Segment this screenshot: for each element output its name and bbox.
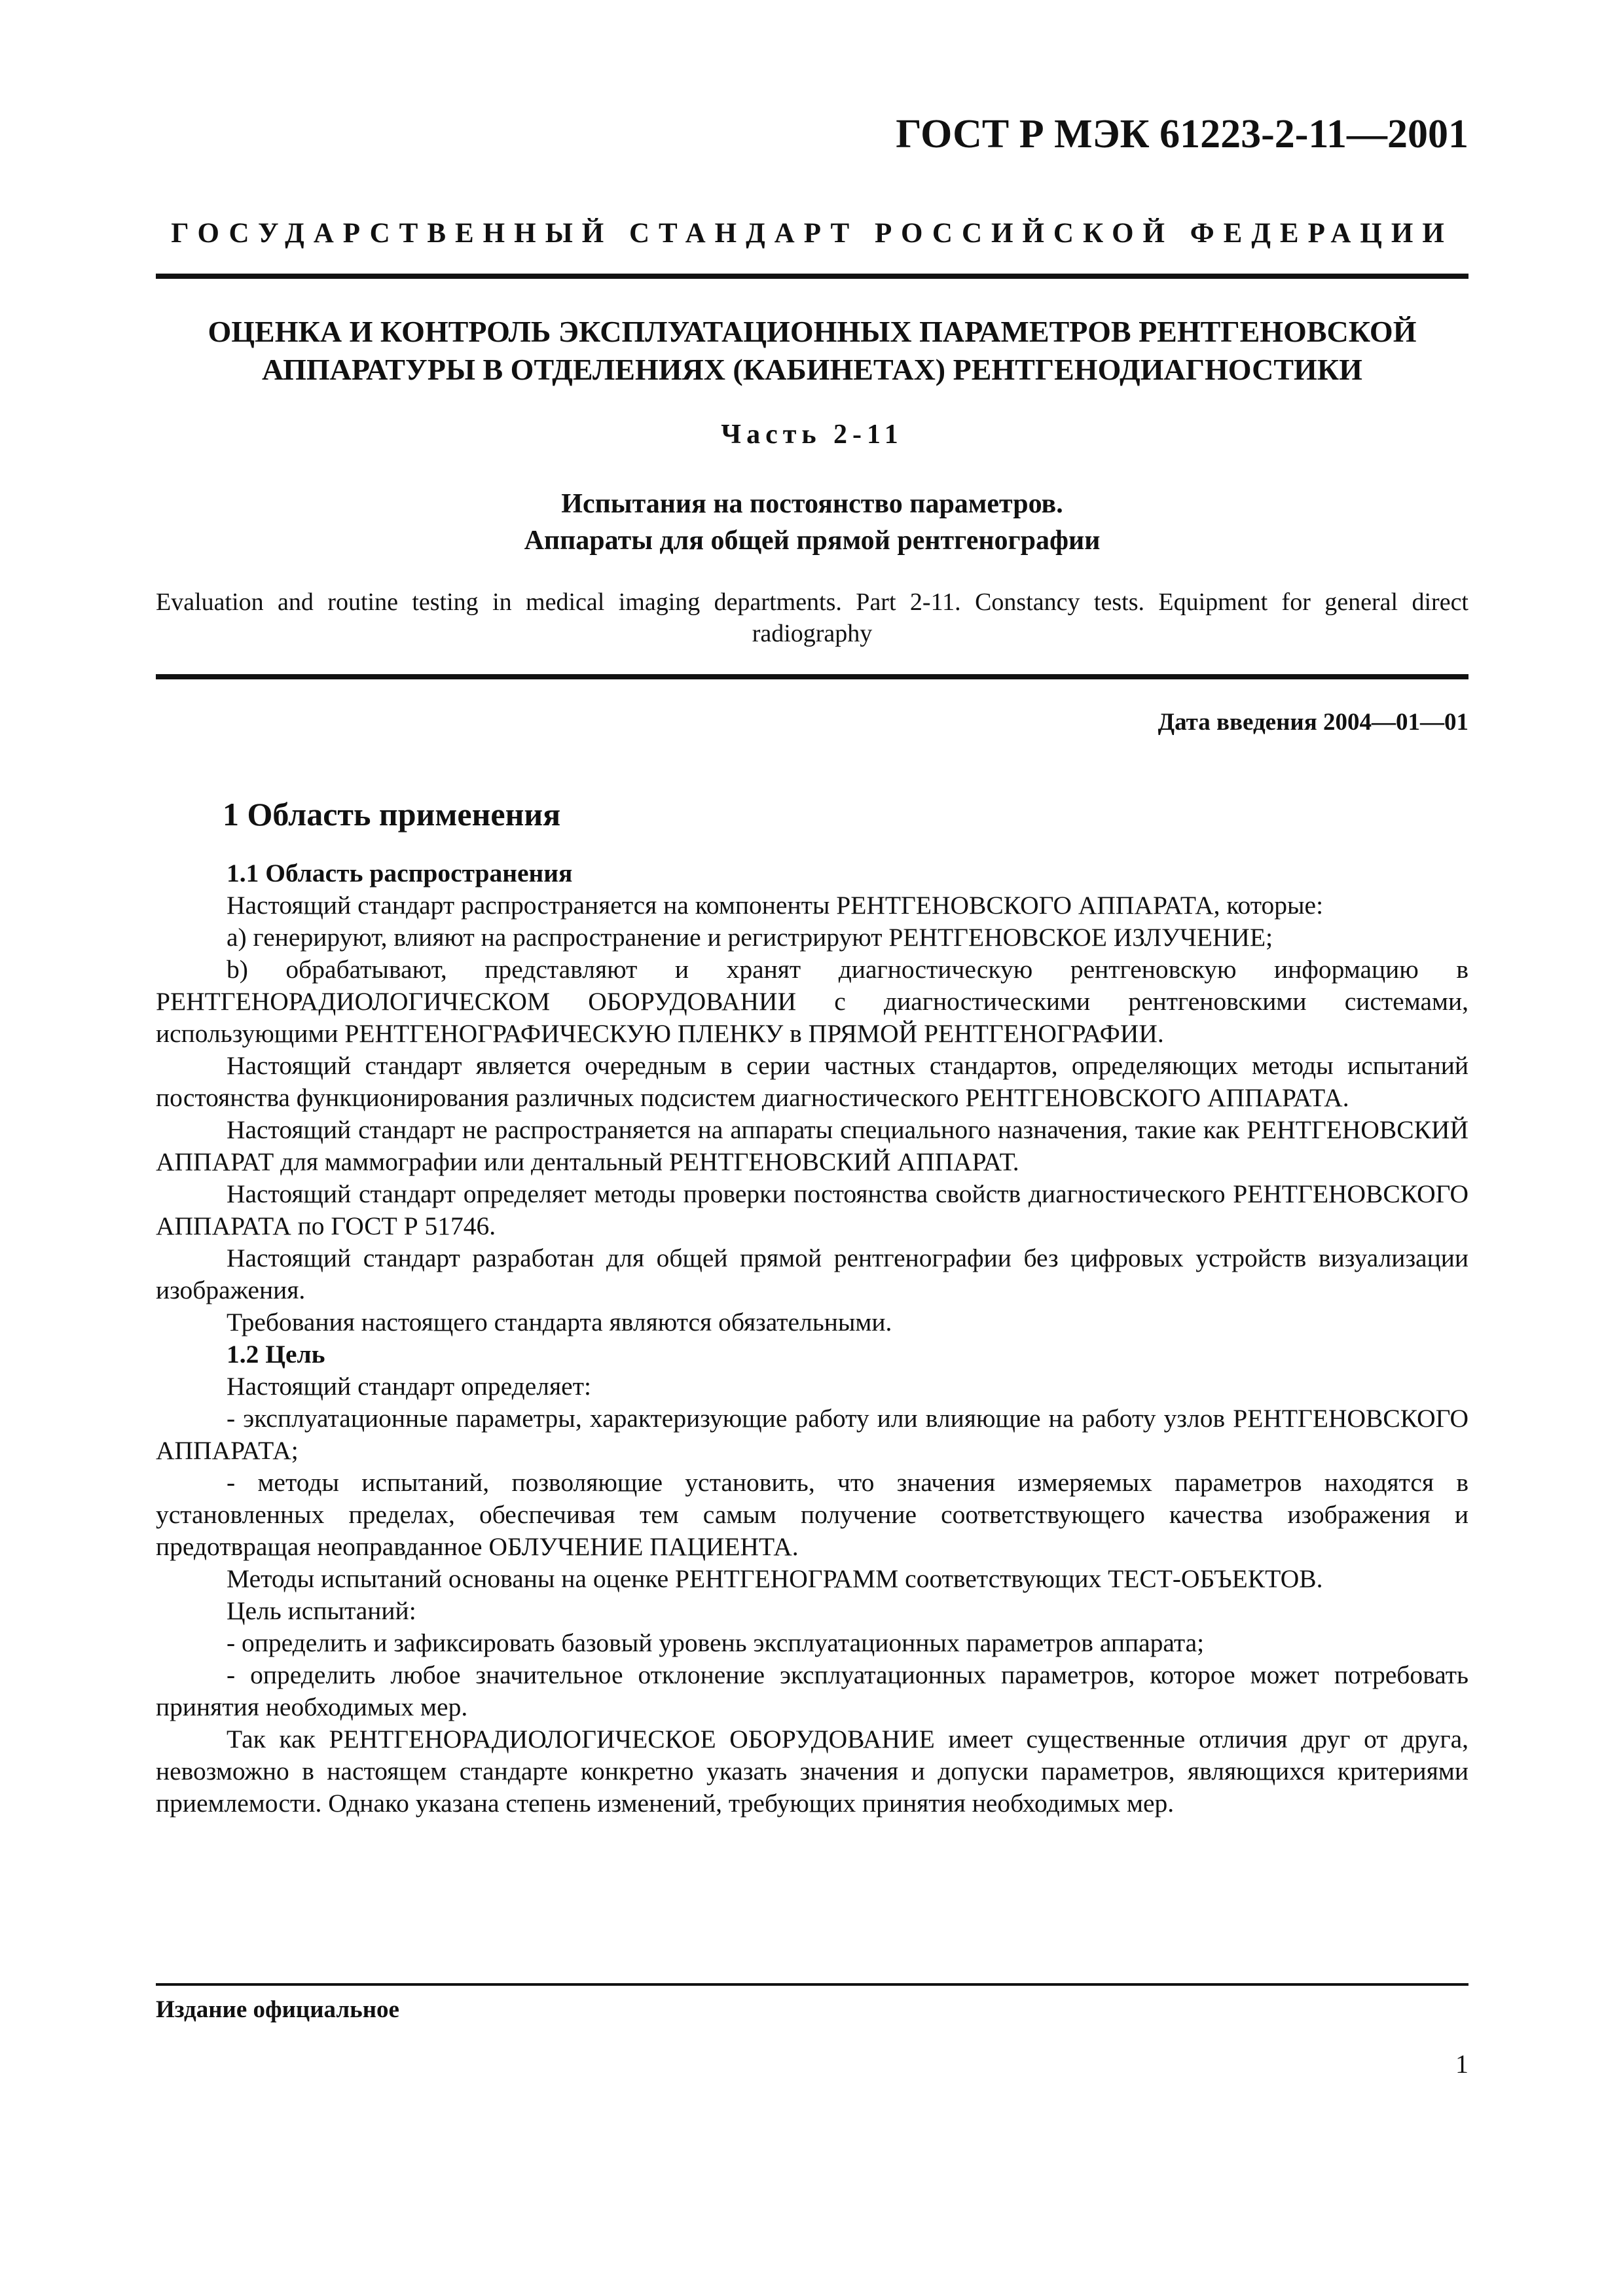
paragraph: Настоящий стандарт определяет методы проверки постоянства свойств диагностического РЕНТГЕНОВСКОГО АППАРАТА по ГОСТ Р 51746. (156, 1179, 1468, 1240)
paragraph: Настоящий стандарт определяет: (227, 1372, 591, 1401)
paragraph: Настоящий стандарт не распространяется на аппараты специального назначения, такие как РЕНТГЕНОВСКИЙ АППАРАТ для маммографии или дентальный РЕНТГЕНОВСКИЙ АППАРАТ. (156, 1115, 1468, 1176)
paragraph: - определить и зафиксировать базовый уровень эксплуатационных параметров аппарата; (227, 1628, 1205, 1657)
paragraph: Настоящий стандарт распространяется на компоненты РЕНТГЕНОВСКОГО АППАРАТА, которые: (227, 891, 1324, 920)
title-line-2: АППАРАТУРЫ В ОТДЕЛЕНИЯХ (КАБИНЕТАХ) РЕНТГЕНОДИАГНОСТИКИ (262, 353, 1362, 386)
paragraph: Настоящий стандарт разработан для общей прямой рентгенографии без цифровых устройств визуализации изображения. (156, 1244, 1468, 1304)
paragraph: Так как РЕНТГЕНОРАДИОЛОГИЧЕСКОЕ ОБОРУДОВАНИЕ имеет существенные отличия друг от друга, невозможно в настоящем стандарте конкретно указать значения и допуски параметров, являющихся критериями приемлемости. Однако указана степень изменений, требующих принятия необходимых мер. (156, 1725, 1468, 1818)
state-standard-heading: ГОСУДАРСТВЕННЫЙ СТАНДАРТ РОССИЙСКОЙ ФЕДЕРАЦИИ (171, 218, 1453, 249)
title-line-1: ОЦЕНКА И КОНТРОЛЬ ЭКСПЛУАТАЦИОННЫХ ПАРАМЕТРОВ РЕНТГЕНОВСКОЙ (208, 315, 1417, 348)
paragraph: Цель испытаний: (227, 1596, 416, 1625)
paragraph: Требования настоящего стандарта являются обязательными. (227, 1308, 892, 1336)
subsection-heading: 1.2 Цель (227, 1340, 325, 1369)
document-title (156, 313, 1468, 389)
title-divider (156, 674, 1468, 679)
document-body (156, 795, 1468, 1820)
footer-divider (156, 1983, 1468, 1986)
paragraph: Настоящий стандарт является очередным в серии частных стандартов, определяющих методы испытаний постоянства функционирования различных подсистем диагностического РЕНТГЕНОВСКОГО АППАРАТА. (156, 1051, 1468, 1112)
top-divider (156, 274, 1468, 279)
introduction-date: Дата введения 2004—01—01 (1158, 709, 1468, 736)
paragraph: - методы испытаний, позволяющие установить, что значения измеряемых параметров находятся в установленных пределах, обеспечивая тем самым получение соответствующего качества изображения и предотвращая неоправданное ОБЛУЧЕНИЕ ПАЦИЕНТА. (156, 1468, 1468, 1561)
paragraph: Методы испытаний основаны на оценке РЕНТГЕНОГРАММ соответствующих ТЕСТ-ОБЪЕКТОВ. (227, 1564, 1323, 1593)
paragraph: - определить любое значительное отклонение эксплуатационных параметров, которое может потребовать принятия необходимых мер. (156, 1660, 1468, 1721)
paragraph: - эксплуатационные параметры, характеризующие работу или влияющие на работу узлов РЕНТГЕНОВСКОГО АППАРАТА; (156, 1404, 1468, 1465)
document-id: ГОСТ Р МЭК 61223-2-11—2001 (896, 112, 1468, 156)
paragraph: b) обрабатывают, представляют и хранят диагностическую рентгеновскую информацию в РЕНТГЕНОРАДИОЛОГИЧЕСКОМ ОБОРУДОВАНИИ с диагностическими рентгеновскими системами, использующими РЕНТГЕНОГРАФИЧЕСКУЮ ПЛЕНКУ в ПРЯМОЙ РЕНТГЕНОГРАФИИ. (156, 955, 1468, 1048)
subtitle-line-2: Аппараты для общей прямой рентгенографии (524, 526, 1101, 556)
paragraph: a) генерируют, влияют на распространение и регистрируют РЕНТГЕНОВСКОЕ ИЗЛУЧЕНИЕ; (227, 923, 1273, 952)
edition-label: Издание официальное (156, 1996, 399, 2023)
subsection-heading: 1.1 Область распространения (227, 859, 573, 888)
subtitle-line-1: Испытания на постоянство параметров. (561, 489, 1063, 519)
document-subtitle (156, 486, 1468, 559)
part-number: Часть 2-11 (721, 420, 903, 450)
page-number: 1 (1455, 2049, 1468, 2079)
english-title: Evaluation and routine testing in medical imaging departments. Part 2-11. Constancy tests. Equipment for general direct radiography (156, 588, 1468, 647)
section-heading: 1 Область применения (223, 796, 561, 833)
